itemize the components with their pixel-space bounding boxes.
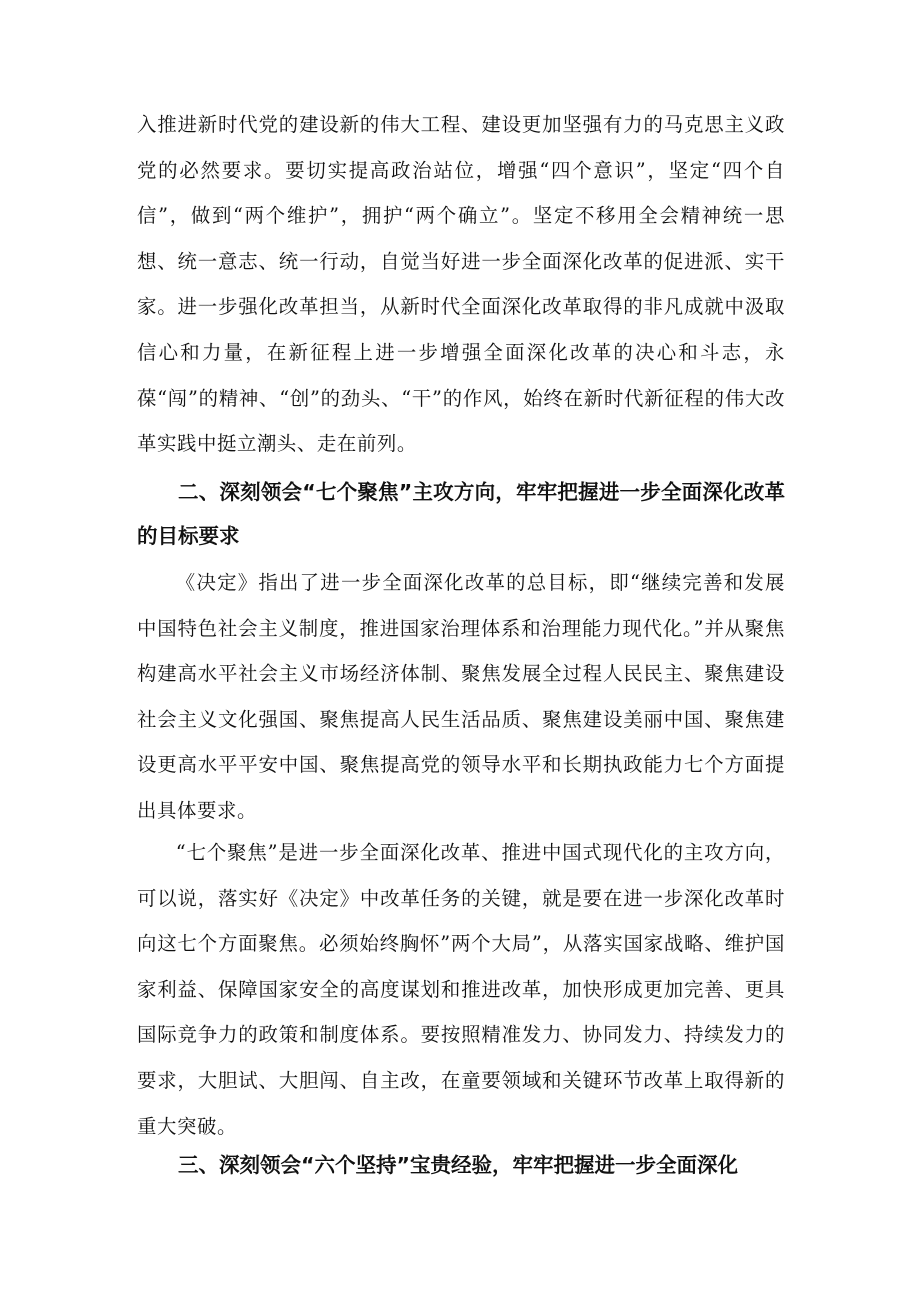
paragraph-goal-requirements: 《决定》指出了进一步全面深化改革的总目标，即“继续完善和发展中国特色社会主义制度，推进国家治理体系和治理能力现代化。”并从聚焦构建高水平社会主义市场经济体制、聚焦发展全过程人民民主、聚焦建设社会主义文化强国、聚焦提高人民生活品质、聚焦建设美丽中国、聚焦建设更高水平平安中国、聚焦提高党的领导水平和长期执政能力七个方面提出具体要求。 [137, 571, 785, 822]
body-text-section-2b [137, 830, 785, 1149]
body-text-section-1 [137, 102, 785, 467]
paragraph-seven-focuses: “七个聚焦”是进一步全面深化改革、推进中国式现代化的主攻方向，可以说，落实好《决定》中改革任务的关键，就是要在进一步深化改革时向这七个方面聚焦。必须始终胸怀”两个大局”，从落实国家战略、维护国家利益、保障国家安全的高度谋划和推进改革，加快形成更加完善、更具国际竞争力的政策和制度体系。要按照精准发力、协同发力、持续发力的要求，大胆试、大胆闯、自主改，在童要领域和关键环节改革上取得新的重大突破。 [137, 841, 785, 1138]
body-text-section-2a [137, 560, 785, 834]
section-heading-3: 三、深刻领会“六个坚持”宝贵经验，牢牢把握进一步全面深化 [178, 1153, 738, 1177]
section-heading-2: 二、深刻领会“七个聚焦”主攻方向，牢牢把握进一步全面深化改革的目标要求 [137, 480, 785, 548]
paragraph-intro-continued: 入推进新时代党的建设新的伟大工程、建设更加坚强有力的马克思主义政党的必然要求。要切实提高政治站位，增强“四个意识”，坚定“四个自信”，做到“两个维护”，拥护“两个确立”。坚定不移用全会精神统一思想、统一意志、统一行动，自觉当好进一步全面深化改革的促进派、实干家。进一步强化改革担当，从新时代全面深化改革取得的非凡成就中汲取信心和力量，在新征程上进一步增强全面深化改革的决心和斗志，永葆“闯”的精神、“创”的劲头、“干”的作风，始终在新时代新征程的伟大改革实践中挺立潮头、走在前列。 [137, 113, 785, 456]
